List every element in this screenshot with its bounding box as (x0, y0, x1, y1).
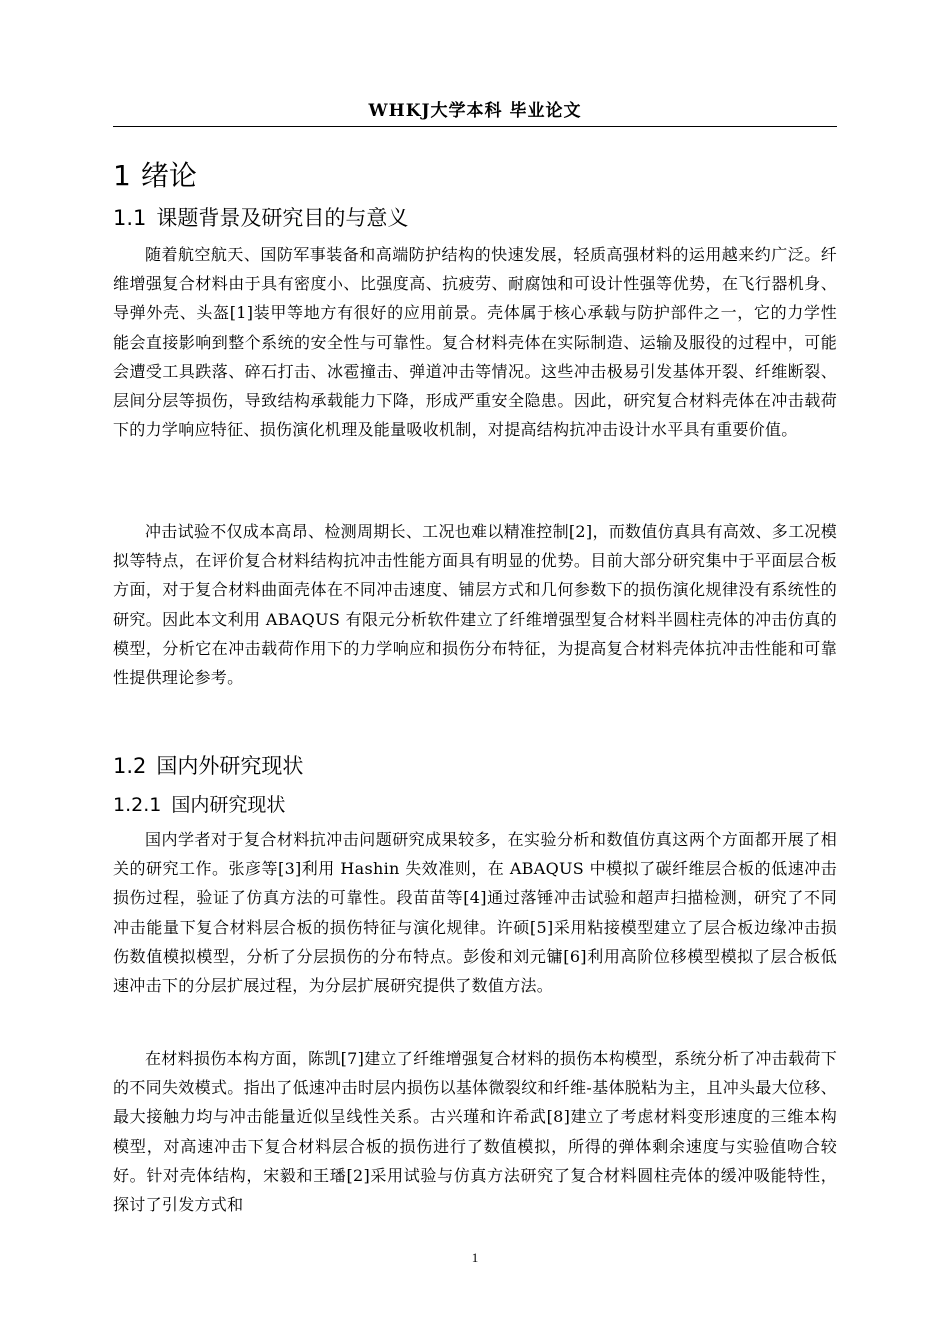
chapter-number: 1 (113, 159, 131, 192)
subsection-heading-1-2-1 (113, 790, 285, 817)
paragraph-3: 国内学者对于复合材料抗冲击问题研究成果较多，在实验分析和数值仿真这两个方面都开展了相关的研究工作。张彦等[3]利用 Hashin 失效准则，在 ABAQUS 中模拟了碳纤维层合板的低速冲击损伤过程，验证了仿真方法的可靠性。段苗苗等[4]通过落锤冲击试验和超声扫描检测，研究了不同冲击能量下复合材料层合板的损伤特征与演化规律。许硕[5]采用粘接模型建立了层合板边缘冲击损伤数值模拟模型，分析了分层损伤的分布特点。彭俊和刘元镛[6]利用高阶位移模型模拟了层合板低速冲击下的分层扩展过程，为分层扩展研究提供了数值方法。 (113, 830, 837, 996)
paragraph-2: 冲击试验不仅成本高昂、检测周期长、工况也难以精准控制[2]，而数值仿真具有高效、多工况模拟等特点，在评价复合材料结构抗冲击性能方面具有明显的优势。目前大部分研究集中于平面层合板方面，对于复合材料曲面壳体在不同冲击速度、铺层方式和几何参数下的损伤演化规律没有系统性的研究。因此本文利用 ABAQUS 有限元分析软件建立了纤维增强型复合材料半圆柱壳体的冲击仿真的模型，分析它在冲击载荷作用下的力学响应和损伤分布特征，为提高复合材料壳体抗冲击性能和可靠性提供理论参考。 (113, 522, 837, 688)
section-heading-1-1 (113, 202, 408, 232)
section-number: 1.1 (113, 206, 147, 230)
section-title: 课题背景及研究目的与意义 (156, 206, 409, 230)
page-number: 1 (471, 1250, 479, 1265)
paragraph-1: 随着航空航天、国防军事装备和高端防护结构的快速发展，轻质高强材料的运用越来约广泛。纤维增强复合材料由于具有密度小、比强度高、抗疲劳、耐腐蚀和可设计性强等优势，在飞行器机身、导弹外壳、头盔[1]装甲等地方有很好的应用前景。壳体属于核心承载与防护部件之一，它的力学性能会直接影响到整个系统的安全性与可靠性。复合材料壳体在实际制造、运输及服役的过程中，可能会遭受工具跌落、碎石打击、冰雹撞击、弹道冲击等情况。这些冲击极易引发基体开裂、纤维断裂、层间分层等损伤，导致结构承载能力下降，形成严重安全隐患。因此，研究复合材料壳体在冲击载荷下的力学响应特征、损伤演化机理及能量吸收机制，对提高结构抗冲击设计水平具有重要价值。 (113, 245, 837, 440)
running-header: WHKJ大学本科 毕业论文 (368, 101, 582, 121)
section-number: 1.2 (113, 754, 147, 778)
section-heading-1-2 (113, 750, 303, 780)
subsection-number: 1.2.1 (113, 794, 162, 816)
paragraph-4: 在材料损伤本构方面，陈凯[7]建立了纤维增强复合材料的损伤本构模型，系统分析了冲击载荷下的不同失效模式。指出了低速冲击时层内损伤以基体微裂纹和纤维-基体脱粘为主，且冲头最大位移、最大接触力均与冲击能量近似呈线性关系。古兴瑾和许希武[8]建立了考虑材料变形速度的三维本构模型，对高速冲击下复合材料层合板的损伤进行了数值模拟，所得的弹体剩余速度与实验值吻合较好。针对壳体结构，宋毅和王璠[2]采用试验与仿真方法研究了复合材料圆柱壳体的缓冲吸能特性，探讨了引发方式和 (113, 1049, 837, 1215)
chapter-heading (113, 154, 197, 194)
subsection-title: 国内研究现状 (171, 794, 286, 816)
chapter-title: 绪论 (140, 159, 197, 192)
header-rule (113, 126, 837, 127)
section-title: 国内外研究现状 (156, 754, 304, 778)
